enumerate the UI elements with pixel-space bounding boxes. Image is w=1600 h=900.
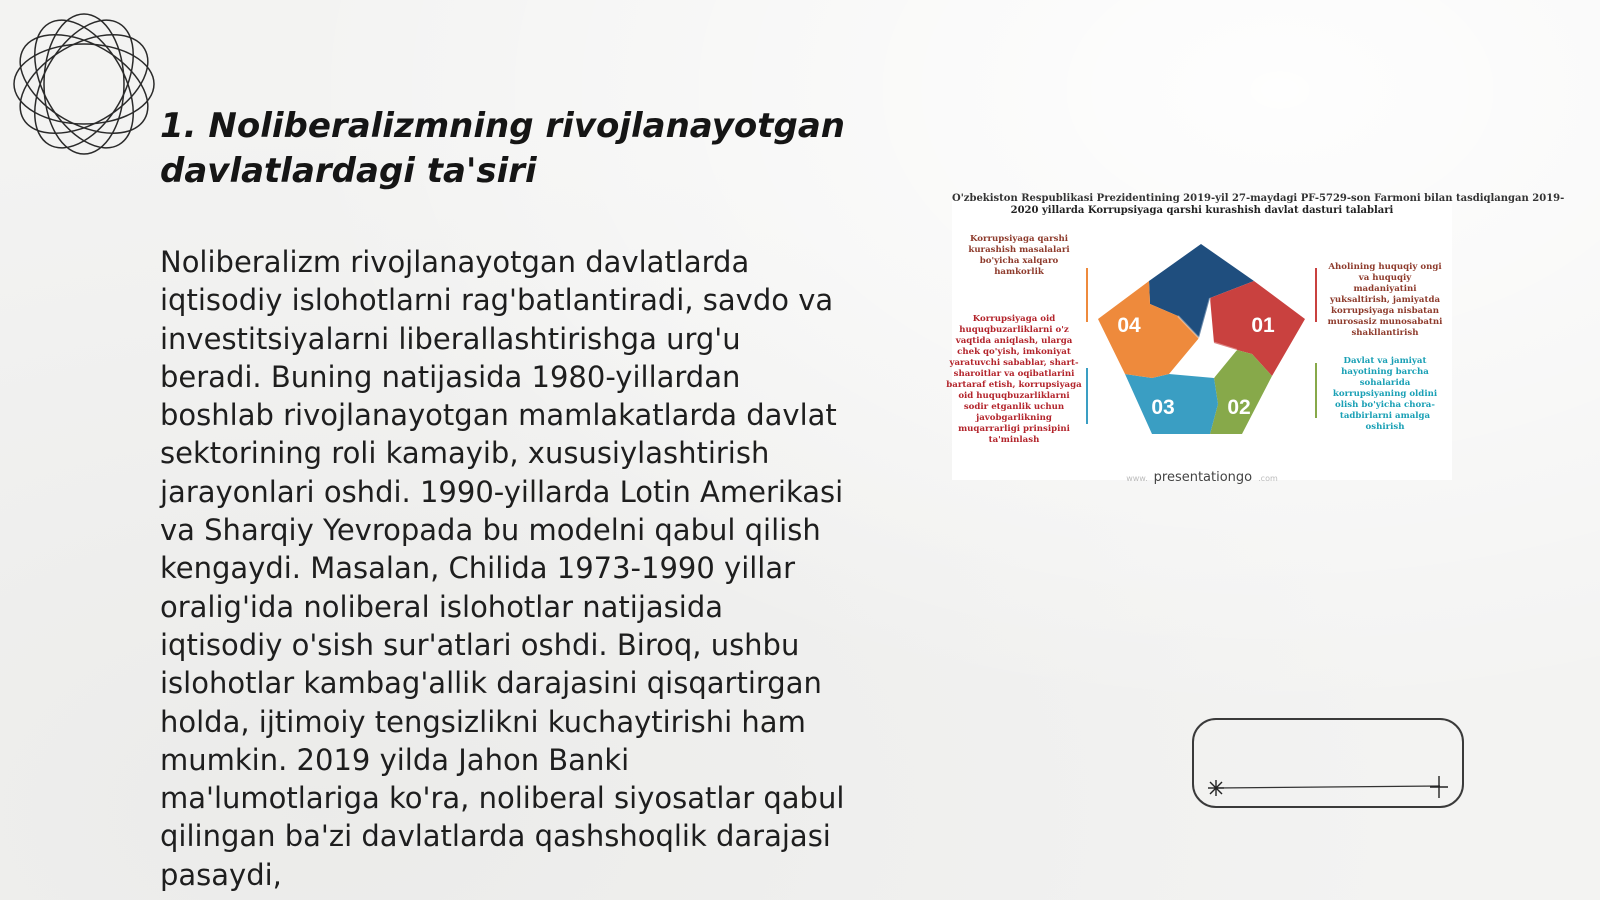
infographic-footer-suffix: .com [1258, 474, 1278, 483]
infographic-footer-brand: presentationgo [1153, 470, 1253, 485]
infographic-header-cut-line: O'zbekiston Respublikasi Prezidentining 2019-yil 27-maydagi PF-5729-son Farmoni bilan tasdiqlangan 2019- [952, 193, 1565, 204]
infographic-note-top-left: Korrupsiyaga qarshi kurashish masalalari bo'yicha xalqaro hamkorlik [968, 234, 1070, 277]
segment-label-04: 04 [1117, 314, 1141, 337]
sparkle-icon [1208, 780, 1224, 796]
slide-body-text: Noliberalizm rivojlanayotgan davlatlarda iqtisodiy islohotlarni rag'batlantiradi, savdo va investitsiyalarni liberallashtirishga urg'u beradi. Buning natijasida 1980-yillardan boshlab rivojlanayotgan mamlakatlarda davlat sektorining roli kamayib, xususiylashtirish jarayonlari oshdi. 1990-yillarda Lotin Amerikasi va Sharqiy Yevropada bu modelni qabul qilish kengaydi. Masalan, Chilida 1973-1990 yillar oralig'ida noliberal islohotlar natijasida iqtisodiy o'sish sur'atlari oshdi. Biroq, ushbu islohotlar kambag'allik darajasini qisqartirgan holda, ijtimoiy tengsizlikni kuchaytirishi ham mumkin. 2019 yilda Jahon Banki ma'lumotlariga ko'ra, noliberal siyosatlar qabul qilingan ba'zi davlatlarda qashshoqlik darajasi pasaydi, [160, 245, 845, 892]
infographic-footer-prefix: www. [1126, 474, 1148, 483]
infographic-note-bottom-right: Davlat va jamiyat hayotining barcha sohalarida korrupsiyaning oldini olish bo'yicha chora-tadbirlarni amalga oshirish [1332, 356, 1438, 432]
segment-label-01: 01 [1251, 314, 1275, 337]
slide-title: 1. Noliberalizmning rivojlanayotgan davlatlardagi ta'siri [160, 106, 845, 191]
infographic-header-title: 2020 yillarda Korrupsiyaga qarshi kurashish davlat dasturi talablari [1010, 205, 1394, 216]
segment-label-03: 03 [1151, 396, 1175, 419]
infographic-note-mid-left: Korrupsiyaga oid huquqbuzarliklarni o'z vaqtida aniqlash, ularga chek qo'yish, imkoniyat yaratuvchi sabablar, shart-sharoitlar va oqibatlarini bartaraf etish, korrupsiyaga oid huquqbuzarliklarni sodir etganlik uchun javobgarlikning muqarrarligi prinsipini ta'minlash [946, 314, 1082, 445]
cross-star-icon [1430, 776, 1448, 798]
segment-label-02: 02 [1227, 396, 1251, 419]
infographic-note-top-right: Aholining huquqiy ongi va huquqiy madaniyatini yuksaltirish, jamiyatda korrupsiyaga nisbatan murosasiz munosabatni shakllantirish [1327, 262, 1443, 338]
